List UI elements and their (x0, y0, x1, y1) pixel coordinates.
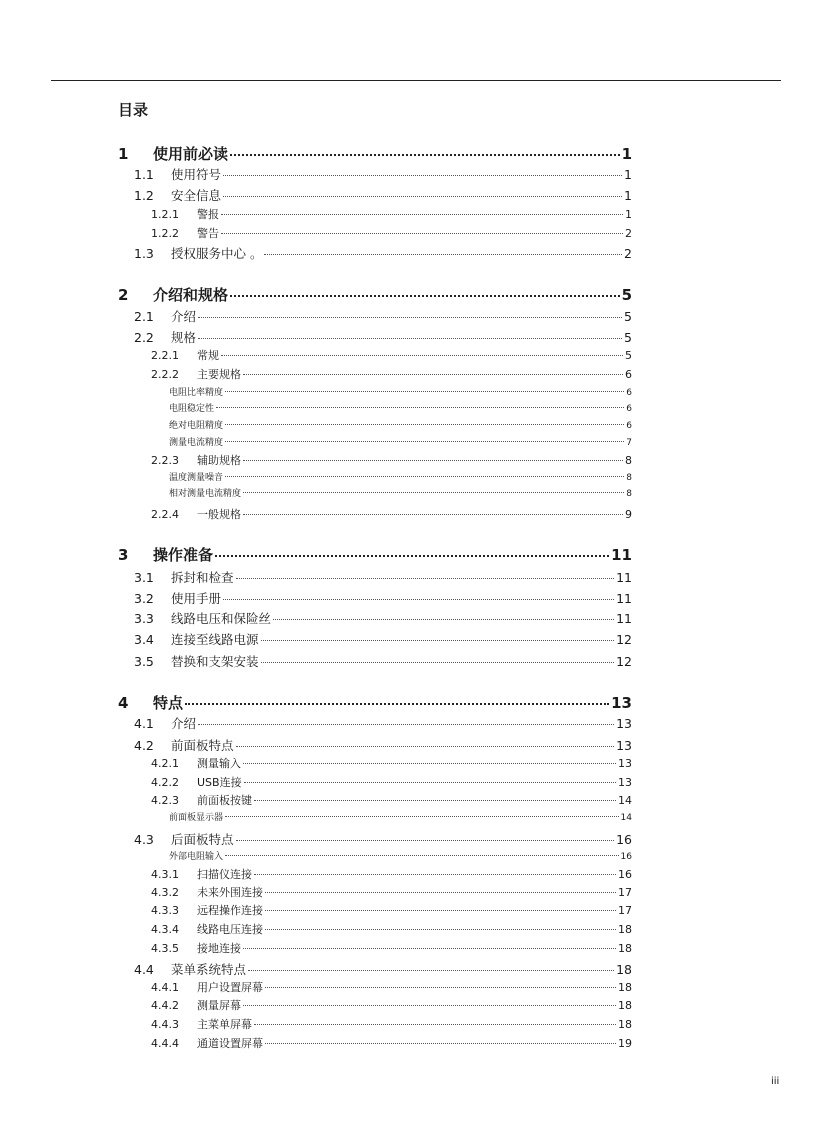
toc-entry-page: 17 (618, 904, 632, 917)
toc-entry-page: 14 (618, 794, 632, 807)
toc-entry[interactable] (151, 1016, 632, 1030)
toc-entry[interactable] (169, 435, 632, 447)
dot-leader (243, 492, 624, 493)
toc-entry-title: 测量电流精度 (169, 438, 224, 448)
dot-leader (230, 154, 620, 156)
toc-entry-title: 警报 (197, 208, 219, 221)
toc-entry[interactable] (118, 284, 632, 304)
toc-entry-page: 1 (621, 145, 632, 163)
toc-entry-title: 菜单系统特点 (171, 962, 247, 977)
toc-entry-number: 4.4.4 (151, 1037, 179, 1050)
toc-entry-number: 3.1 (134, 570, 154, 585)
toc-entry[interactable] (134, 568, 632, 584)
toc-entry[interactable] (151, 940, 632, 954)
toc-entry-title: 未来外围连接 (197, 886, 263, 899)
toc-entry-title: 线路电压和保险丝 (171, 611, 272, 626)
toc-entry-title: 接地连接 (197, 942, 241, 955)
toc-entry-number: 4 (118, 694, 129, 712)
dot-leader (254, 800, 616, 801)
toc-entry-title: 测量输入 (197, 757, 241, 770)
toc-entry-number: 2.2.1 (151, 349, 179, 362)
toc-entry[interactable] (134, 589, 632, 605)
toc-entry-title: 电阻比率精度 (169, 388, 224, 398)
toc-entry-title: 操作准备 (153, 546, 214, 564)
toc-entry-page: 13 (618, 776, 632, 789)
toc-entry[interactable] (151, 921, 632, 935)
dot-leader (223, 175, 622, 176)
toc-entry-number: 4.4.3 (151, 1018, 179, 1031)
dot-leader (243, 460, 623, 461)
toc-entry[interactable] (134, 165, 632, 181)
toc-entry-title: 连接至线路电源 (171, 632, 259, 647)
toc-entry-title: 常规 (197, 349, 219, 362)
dot-leader (225, 816, 619, 817)
toc-entry-page: 19 (618, 1037, 632, 1050)
toc-entry-title: 远程操作连接 (197, 904, 263, 917)
dot-leader (236, 840, 615, 841)
toc-entry[interactable] (151, 792, 632, 806)
toc-entry[interactable] (169, 849, 632, 861)
toc-entry[interactable] (169, 470, 632, 482)
toc-entry-page: 8 (626, 489, 632, 499)
toc-entry-page: 16 (616, 832, 632, 847)
dot-leader (215, 555, 609, 557)
toc-entry[interactable] (151, 206, 632, 220)
dot-leader (198, 317, 622, 318)
toc-entry-page: 18 (618, 942, 632, 955)
toc-entry-number: 4.2.2 (151, 776, 179, 789)
toc-entry-title: 介绍 (171, 309, 197, 324)
toc-entry-title: 特点 (153, 694, 184, 712)
dot-leader (243, 948, 616, 949)
toc-entry-number: 4.4.1 (151, 981, 179, 994)
toc-entry-number: 4.3.2 (151, 886, 179, 899)
dot-leader (244, 782, 616, 783)
toc-entry[interactable] (134, 960, 632, 976)
toc-entry-number: 4.3.3 (151, 904, 179, 917)
toc-entry-title: 扫描仪连接 (197, 868, 252, 881)
toc-entry-title: 线路电压连接 (197, 923, 263, 936)
toc-entry[interactable] (134, 630, 632, 646)
toc-entry-page: 5 (625, 349, 632, 362)
toc-entry-page: 1 (624, 167, 632, 182)
dot-leader (223, 196, 622, 197)
toc-entry[interactable] (169, 401, 632, 413)
toc-entry[interactable] (169, 418, 632, 430)
toc-entry-title: 后面板特点 (171, 832, 234, 847)
toc-entry[interactable] (169, 385, 632, 397)
toc-entry-page: 11 (616, 611, 632, 626)
dot-leader (261, 662, 615, 663)
toc-entry-page: 5 (624, 330, 632, 345)
toc-entry-page: 6 (626, 388, 632, 398)
toc-entry[interactable] (151, 902, 632, 916)
toc-entry-number: 1 (118, 145, 129, 163)
toc-entry-page: 13 (616, 716, 632, 731)
toc-entry-number: 1.2 (134, 188, 154, 203)
page-number: iii (771, 1076, 780, 1087)
toc-entry-page: 18 (618, 999, 632, 1012)
toc-entry-title: 使用前必读 (153, 145, 229, 163)
toc-entry[interactable] (151, 979, 632, 993)
toc-entry-number: 4.2.3 (151, 794, 179, 807)
toc-entry-page: 18 (616, 962, 632, 977)
dot-leader (221, 355, 623, 356)
toc-entry-number: 2.2 (134, 330, 154, 345)
toc-entry-title: 绝对电阻精度 (169, 421, 224, 431)
toc-entry-number: 4.4.2 (151, 999, 179, 1012)
toc-entry-number: 4.1 (134, 716, 154, 731)
toc-entry-title: 使用手册 (171, 591, 222, 606)
toc-entry[interactable] (151, 506, 632, 520)
dot-leader (230, 295, 620, 297)
toc-entry-title: 授权服务中心 。 (171, 246, 263, 261)
toc-entry[interactable] (134, 736, 632, 752)
toc-entry-title: 介绍 (171, 716, 197, 731)
toc-entry[interactable] (118, 692, 632, 712)
dot-leader (243, 763, 616, 764)
toc-entry[interactable] (151, 866, 632, 880)
dot-leader (265, 987, 616, 988)
toc-entry-page: 6 (626, 421, 632, 431)
toc-entry[interactable] (169, 810, 632, 822)
toc-entry-title: 前面板按键 (197, 794, 252, 807)
toc-entry-page: 16 (618, 868, 632, 881)
toc-entry[interactable] (134, 714, 632, 730)
toc-entry[interactable] (134, 830, 632, 846)
toc-entry-title: 主要规格 (197, 368, 241, 381)
toc-entry-page: 9 (625, 508, 632, 521)
toc-entry-title: 温度测量噪音 (169, 473, 224, 483)
toc-entry-title: 辅助规格 (197, 454, 241, 467)
toc-entry-page: 17 (618, 886, 632, 899)
toc-entry-page: 18 (618, 981, 632, 994)
toc-entry-page: 1 (625, 208, 632, 221)
toc-entry-number: 3.3 (134, 611, 154, 626)
dot-leader (265, 910, 616, 911)
dot-leader (225, 476, 624, 477)
toc-entry-title: 用户设置屏幕 (197, 981, 263, 994)
toc-entry-page: 5 (621, 286, 632, 304)
toc-entry-number: 2.1 (134, 309, 154, 324)
toc-entry-page: 2 (624, 246, 632, 261)
toc-entry-page: 18 (618, 923, 632, 936)
toc-entry-title: 测量屏幕 (197, 999, 241, 1012)
toc-entry-number: 2.2.2 (151, 368, 179, 381)
dot-leader (236, 578, 615, 579)
toc-entry-page: 18 (618, 1018, 632, 1031)
toc-entry-page: 8 (625, 454, 632, 467)
toc-entry-number: 1.2.1 (151, 208, 179, 221)
toc-entry-number: 2.2.3 (151, 454, 179, 467)
dot-leader (225, 424, 624, 425)
toc-entry-number: 3 (118, 546, 129, 564)
dot-leader (265, 1043, 616, 1044)
toc-entry[interactable] (151, 755, 632, 769)
toc-entry[interactable] (134, 307, 632, 323)
toc-entry-number: 3.5 (134, 654, 154, 669)
toc-entry[interactable] (134, 328, 632, 344)
dot-leader (243, 514, 623, 515)
dot-leader (248, 970, 614, 971)
toc-entry-title: USB连接 (197, 776, 242, 789)
toc-entry[interactable] (151, 997, 632, 1011)
toc-entry-page: 11 (616, 570, 632, 585)
toc-entry-number: 4.3.1 (151, 868, 179, 881)
toc-entry[interactable] (134, 244, 632, 260)
toc-entry-page: 14 (620, 813, 632, 823)
toc-entry-title: 安全信息 (171, 188, 222, 203)
toc-entry-number: 4.3 (134, 832, 154, 847)
toc-entry-title: 外部电阻输入 (169, 852, 224, 862)
dot-leader (254, 1024, 616, 1025)
toc-entry-title: 使用符号 (171, 167, 222, 182)
toc-entry[interactable] (151, 347, 632, 361)
toc-entry-number: 4.3.5 (151, 942, 179, 955)
toc-entry-number: 4.2 (134, 738, 154, 753)
toc-entry[interactable] (151, 1035, 632, 1049)
toc-entry-number: 1.1 (134, 167, 154, 182)
dot-leader (225, 855, 619, 856)
toc-entry-page: 11 (611, 546, 632, 564)
toc-entry-page: 16 (620, 852, 632, 862)
toc-entry-number: 2.2.4 (151, 508, 179, 521)
toc-entry-page: 5 (624, 309, 632, 324)
toc-entry-title: 拆封和检查 (171, 570, 234, 585)
toc-entry-number: 4.3.4 (151, 923, 179, 936)
toc-entry-title: 介绍和规格 (153, 286, 229, 304)
toc-entry-number: 4.4 (134, 962, 154, 977)
dot-leader (198, 338, 622, 339)
toc-entry-number: 1.3 (134, 246, 154, 261)
toc-entry-page: 12 (616, 632, 632, 647)
toc-entry[interactable] (134, 186, 632, 202)
dot-leader (225, 441, 624, 442)
toc-entry[interactable] (151, 774, 632, 788)
dot-leader (243, 1005, 616, 1006)
toc-entry-number: 3.4 (134, 632, 154, 647)
toc-entry-title: 规格 (171, 330, 197, 345)
toc-entry[interactable] (151, 452, 632, 466)
dot-leader (198, 724, 614, 725)
dot-leader (223, 599, 614, 600)
toc-entry-number: 2 (118, 286, 129, 304)
toc-entry[interactable] (118, 143, 632, 163)
dot-leader (264, 254, 622, 255)
toc-entry-number: 3.2 (134, 591, 154, 606)
dot-leader (225, 391, 624, 392)
dot-leader (265, 892, 616, 893)
toc-entry-page: 13 (618, 757, 632, 770)
dot-leader (236, 746, 615, 747)
dot-leader (243, 374, 623, 375)
dot-leader (254, 874, 616, 875)
toc-entry-page: 8 (626, 473, 632, 483)
toc-title: 目录 (118, 101, 149, 119)
dot-leader (261, 640, 615, 641)
toc-entry-number: 1.2.2 (151, 227, 179, 240)
toc-entry[interactable] (169, 486, 632, 498)
toc-entry-page: 12 (616, 654, 632, 669)
dot-leader (185, 703, 609, 705)
dot-leader (221, 214, 623, 215)
toc-entry-title: 主菜单屏幕 (197, 1018, 252, 1031)
toc-entry[interactable] (134, 609, 632, 625)
toc-entry[interactable] (151, 366, 632, 380)
toc-entry-page: 11 (616, 591, 632, 606)
dot-leader (216, 407, 624, 408)
toc-entry-page: 6 (625, 368, 632, 381)
toc-entry-title: 替换和支架安装 (171, 654, 259, 669)
toc-entry-title: 前面板特点 (171, 738, 234, 753)
toc-entry[interactable] (118, 544, 632, 564)
dot-leader (265, 929, 616, 930)
toc-entry-title: 电阻稳定性 (169, 404, 215, 414)
toc-entry-page: 13 (611, 694, 632, 712)
toc-entry[interactable] (134, 652, 632, 668)
toc-entry-title: 通道设置屏幕 (197, 1037, 263, 1050)
toc-entry[interactable] (151, 884, 632, 898)
toc-entry-page: 13 (616, 738, 632, 753)
dot-leader (273, 619, 614, 620)
toc-entry-page: 2 (625, 227, 632, 240)
toc-entry-page: 1 (624, 188, 632, 203)
toc-entry-title: 相对测量电流精度 (169, 489, 242, 499)
toc-entry[interactable] (151, 225, 632, 239)
toc-entry-number: 4.2.1 (151, 757, 179, 770)
dot-leader (221, 233, 623, 234)
toc-entry-page: 7 (626, 438, 632, 448)
toc-entry-title: 警告 (197, 227, 219, 240)
toc-entry-page: 6 (626, 404, 632, 414)
toc-entry-title: 一般规格 (197, 508, 241, 521)
toc-entry-title: 前面板显示器 (169, 813, 224, 823)
